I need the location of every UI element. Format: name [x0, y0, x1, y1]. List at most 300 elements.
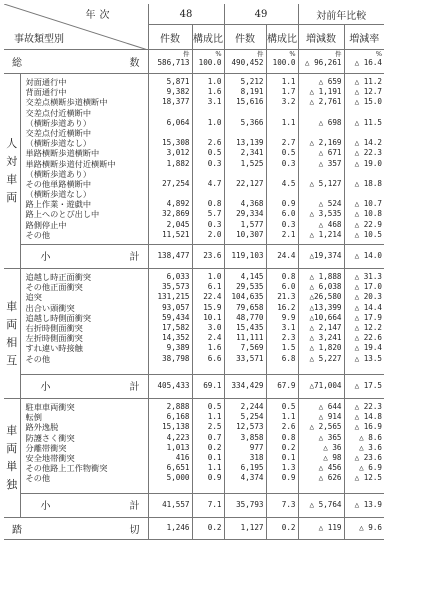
count-49-list — [224, 74, 266, 245]
item-line: 単路横断歩道横断中 — [25, 148, 100, 159]
subtotal-ratio-49: 67.9 — [266, 375, 298, 399]
ratio-48-line: 3.0 — [207, 322, 222, 332]
item-list — [20, 269, 148, 375]
diff-line: △10,664 — [309, 312, 342, 322]
subtotal-count-48: 41,557 — [148, 494, 192, 518]
count-49-line: 79,658 — [236, 302, 264, 312]
total-ratio-48-cell — [192, 50, 224, 74]
ratio-48-line: 0.3 — [207, 158, 222, 168]
item-line: その他路上工作物衝突 — [25, 463, 108, 474]
count-49-line: 977 — [249, 442, 264, 452]
subtotal-count-48: 405,433 — [148, 375, 192, 399]
rate-line: △ 13.5 — [354, 353, 382, 363]
unit-count: 件 — [183, 50, 190, 58]
rate-line: △ 22.3 — [354, 148, 382, 158]
crossing-label: 踏 切 — [4, 518, 148, 540]
total-count-48-cell — [148, 50, 192, 74]
item-line: その他正面衝突 — [25, 282, 83, 293]
item-line: 交差点横断歩道横断中 — [25, 97, 108, 108]
ratio-48-line: 0.1 — [207, 452, 222, 462]
unit-count: 件 — [257, 50, 264, 58]
total-diff: △ 96,261 — [304, 58, 342, 67]
rate-line: △ 8.6 — [359, 432, 382, 442]
ratio-49-line: 6.8 — [281, 353, 296, 363]
ratio-49-line: 1.3 — [281, 463, 296, 473]
subtotal-label: 小 計 — [20, 494, 148, 518]
unit-pct: % — [289, 50, 296, 58]
item-line: 転倒 — [25, 412, 42, 423]
diff-line: △ 914 — [318, 412, 342, 422]
ratio-48-line: 0.8 — [207, 199, 222, 209]
item-line: 交差点付近横断中 — [25, 107, 92, 118]
diff-line: △ 6,038 — [309, 282, 342, 292]
crossing-ratio-49: 0.2 — [266, 518, 298, 540]
diff-line: △13,399 — [309, 302, 342, 312]
rate-line: △ 20.3 — [354, 292, 382, 302]
count-48-line: 59,434 — [162, 312, 190, 322]
subtotal-count-49: 119,103 — [224, 245, 266, 269]
diff-line — [299, 169, 342, 179]
count-49-line: 104,635 — [231, 292, 264, 302]
count-48-list — [148, 269, 192, 375]
ratio-48-line: 0.5 — [207, 402, 222, 411]
item-list — [20, 74, 148, 245]
ratio-48-line: 5.7 — [207, 209, 222, 219]
total-ratio-48: 100.0 — [198, 58, 222, 67]
header-year-label: 年次 — [85, 10, 114, 21]
ratio-49-line: 0.2 — [281, 442, 296, 452]
rate-line: △ 22.9 — [354, 219, 382, 229]
item-line: その他単路横断中 — [25, 178, 92, 189]
crossing-diff: △ 119 — [298, 518, 344, 540]
diff-line: △ 644 — [318, 402, 342, 411]
ratio-48-line: 3.1 — [207, 97, 222, 107]
header-rate: 増減率 — [344, 25, 384, 50]
ratio-48-line: 0.5 — [207, 148, 222, 158]
ratio-49-line — [267, 108, 296, 118]
ratio-49-line: 0.8 — [281, 272, 296, 281]
count-49-line: 5,366 — [240, 117, 264, 127]
count-49-line — [225, 128, 264, 138]
count-48-line: 9,382 — [166, 87, 190, 97]
ratio-48-line: 1.6 — [207, 87, 222, 97]
subtotal-ratio-48: 23.6 — [192, 245, 224, 269]
count-49-line: 12,573 — [236, 422, 264, 432]
count-49-list — [224, 269, 266, 375]
ratio-49-line: 3.1 — [281, 322, 296, 332]
header-year-49: 49 — [224, 4, 298, 25]
diff-line — [299, 128, 342, 138]
ratio-49-line: 0.9 — [281, 199, 296, 209]
diff-line: △ 5,227 — [309, 353, 342, 363]
item-line: （横断歩道なし） — [25, 189, 92, 200]
ratio-49-line: 16.2 — [277, 302, 296, 312]
item-line: 路側停止中 — [25, 219, 67, 230]
diff-line: △ 2,147 — [309, 322, 342, 332]
rate-line: △ 14.2 — [354, 138, 382, 148]
diff-line: △ 671 — [318, 148, 342, 158]
count-49-line: 13,139 — [236, 138, 264, 148]
unit-count: 件 — [335, 50, 342, 58]
diff-line: △ 1,888 — [309, 272, 342, 281]
crossing-rate: △ 9.6 — [344, 518, 384, 540]
count-49-line: 33,571 — [236, 353, 264, 363]
rate-line: △ 17.0 — [354, 282, 382, 292]
ratio-49-line: 4.5 — [281, 178, 296, 188]
count-49-line: 48,770 — [236, 312, 264, 322]
count-49-line: 3,858 — [240, 432, 264, 442]
subtotal-diff: △71,004 — [298, 375, 344, 399]
item-line: 出合い頭衝突 — [25, 302, 75, 313]
count-48-line: 6,168 — [166, 412, 190, 422]
item-line: 分離帯衝突 — [25, 442, 67, 453]
diff-line: △ 3,535 — [309, 209, 342, 219]
diff-line: △ 365 — [318, 432, 342, 442]
diff-list — [298, 74, 344, 245]
rate-line: △ 11.2 — [354, 77, 382, 86]
count-49-line: 1,577 — [240, 219, 264, 229]
total-ratio-49: 100.0 — [272, 58, 296, 67]
rate-line: △ 10.7 — [354, 199, 382, 209]
count-49-line: 2,341 — [240, 148, 264, 158]
count-48-line: 1,013 — [166, 442, 190, 452]
item-line: その他 — [25, 229, 51, 240]
crossing-count-49: 1,127 — [224, 518, 266, 540]
ratio-49-line: 2.3 — [281, 333, 296, 343]
category-vehicle-vehicle: 車 両 相 互 — [4, 269, 20, 399]
header-diff: 増減数 — [298, 25, 344, 50]
count-48-list — [148, 399, 192, 494]
subtotal-rate: △ 13.9 — [344, 494, 384, 518]
count-49-line: 15,616 — [236, 97, 264, 107]
ratio-48-line — [193, 189, 222, 199]
count-49-line: 6,195 — [240, 463, 264, 473]
count-49-line: 15,435 — [236, 322, 264, 332]
subtotal-ratio-48: 69.1 — [192, 375, 224, 399]
ratio-49-line: 0.3 — [281, 219, 296, 229]
item-line: 単路横断歩道付近横断中 — [25, 158, 116, 169]
rate-line: △ 19.0 — [354, 158, 382, 168]
ratio-49-list — [266, 74, 298, 245]
rate-line — [345, 189, 383, 199]
ratio-48-list — [192, 399, 224, 494]
count-48-line: 17,582 — [162, 322, 190, 332]
rate-line: △ 11.5 — [354, 117, 382, 127]
item-line: 右折時側面衝突 — [25, 322, 83, 333]
total-label-right: 数 — [129, 58, 140, 69]
rate-line: △ 10.5 — [354, 229, 382, 239]
item-line: （横断歩道なし） — [25, 138, 92, 149]
item-line: その他 — [25, 473, 51, 484]
ratio-49-line: 1.7 — [281, 87, 296, 97]
subtotal-rate: △ 17.5 — [344, 375, 384, 399]
diff-line — [299, 189, 342, 199]
count-49-line: 8,191 — [240, 87, 264, 97]
ratio-49-line — [267, 128, 296, 138]
count-48-line: 11,521 — [162, 229, 190, 239]
diff-line: △ 1,820 — [309, 343, 342, 353]
count-48-line: 3,012 — [166, 148, 190, 158]
count-48-line: 93,057 — [162, 302, 190, 312]
ratio-48-line: 22.4 — [203, 292, 222, 302]
ratio-48-list — [192, 269, 224, 375]
ratio-49-line: 2.7 — [281, 138, 296, 148]
ratio-48-line: 1.0 — [207, 272, 222, 281]
item-line: 安全地帯衝突 — [25, 452, 75, 463]
unit-pct: % — [375, 50, 382, 58]
ratio-49-line: 0.5 — [281, 402, 296, 411]
subtotal-count-48: 138,477 — [148, 245, 192, 269]
count-49-line: 1,525 — [240, 158, 264, 168]
count-48-line: 5,000 — [166, 473, 190, 483]
ratio-48-line: 2.4 — [207, 333, 222, 343]
ratio-48-line: 10.1 — [203, 312, 222, 322]
diff-list — [298, 269, 344, 375]
ratio-49-list — [266, 269, 298, 375]
count-49-line: 2,244 — [240, 402, 264, 411]
total-count-48: 586,713 — [157, 58, 190, 67]
rate-line: △ 6.9 — [359, 463, 382, 473]
ratio-48-line: 0.3 — [207, 219, 222, 229]
ratio-49-line: 3.2 — [281, 97, 296, 107]
ratio-49-line: 1.1 — [281, 412, 296, 422]
ratio-48-line — [193, 128, 222, 138]
unit-pct: % — [215, 50, 222, 58]
ratio-49-line: 1.1 — [281, 77, 296, 86]
rate-list — [344, 74, 384, 245]
traffic-accident-table — [4, 4, 384, 540]
diff-line: △ 456 — [318, 463, 342, 473]
rate-line: △ 16.9 — [354, 422, 382, 432]
rate-line: △ 10.8 — [354, 209, 382, 219]
diff-line: △ 626 — [318, 473, 342, 483]
rate-line: △ 18.8 — [354, 178, 382, 188]
subtotal-diff: △ 5,764 — [298, 494, 344, 518]
rate-line: △ 12.2 — [354, 322, 382, 332]
count-49-line: 11,111 — [236, 333, 264, 343]
rate-line: △ 22.6 — [354, 333, 382, 343]
rate-line: △ 14.8 — [354, 412, 382, 422]
count-49-line: 29,334 — [236, 209, 264, 219]
item-line: 背面通行中 — [25, 87, 67, 98]
count-48-line: 1,882 — [166, 158, 190, 168]
ratio-49-list — [266, 399, 298, 494]
ratio-49-line: 0.8 — [281, 432, 296, 442]
ratio-49-line — [267, 189, 296, 199]
rate-list — [344, 269, 384, 375]
ratio-48-line: 1.0 — [207, 77, 222, 86]
ratio-49-line: 9.9 — [281, 312, 296, 322]
diff-line: △ 3,241 — [309, 333, 342, 343]
header-corner — [4, 4, 148, 50]
count-49-line: 5,254 — [240, 412, 264, 422]
rate-line: △ 19.4 — [354, 343, 382, 353]
count-48-line: 9,389 — [166, 343, 190, 353]
ratio-49-line: 0.5 — [281, 148, 296, 158]
count-48-line — [149, 128, 190, 138]
total-count-49-cell — [224, 50, 266, 74]
diff-line — [299, 108, 342, 118]
diff-line: △ 1,214 — [309, 229, 342, 239]
rate-line: △ 15.0 — [354, 97, 382, 107]
count-48-line: 38,798 — [162, 353, 190, 363]
rate-line: △ 12.5 — [354, 473, 382, 483]
item-line: 追越し時正面衝突 — [25, 272, 92, 282]
ratio-48-line: 1.1 — [207, 412, 222, 422]
count-48-line: 32,869 — [162, 209, 190, 219]
subtotal-label: 小 計 — [20, 245, 148, 269]
rate-line — [345, 108, 383, 118]
ratio-49-line: 1.5 — [281, 343, 296, 353]
item-line: すれ違い時接触 — [25, 343, 83, 354]
ratio-48-list — [192, 74, 224, 245]
count-49-line: 7,569 — [240, 343, 264, 353]
total-label — [4, 50, 148, 74]
ratio-48-line: 2.0 — [207, 229, 222, 239]
diff-line: △ 2,565 — [309, 422, 342, 432]
total-rate: △ 16.4 — [354, 58, 382, 67]
rate-line: △ 23.6 — [354, 452, 382, 462]
item-list — [20, 399, 148, 494]
item-line: 路上へのとび出し中 — [25, 209, 100, 220]
rate-line: △ 17.9 — [354, 312, 382, 322]
ratio-48-line: 0.9 — [207, 473, 222, 483]
count-48-line — [149, 169, 190, 179]
subtotal-rate: △ 14.0 — [344, 245, 384, 269]
count-48-line: 4,223 — [166, 432, 190, 442]
count-48-line: 4,892 — [166, 199, 190, 209]
ratio-48-line: 6.1 — [207, 282, 222, 292]
ratio-49-line: 0.9 — [281, 473, 296, 483]
ratio-49-line: 0.1 — [281, 452, 296, 462]
diff-line: △ 5,127 — [309, 178, 342, 188]
ratio-48-line: 6.6 — [207, 353, 222, 363]
item-line: 防護さく衝突 — [25, 432, 75, 443]
ratio-49-line: 1.1 — [281, 117, 296, 127]
rate-line: △ 31.3 — [354, 272, 382, 281]
ratio-49-line: 0.3 — [281, 158, 296, 168]
ratio-48-line: 15.9 — [203, 302, 222, 312]
count-48-line: 35,573 — [162, 282, 190, 292]
ratio-48-line: 4.7 — [207, 178, 222, 188]
count-48-line — [149, 108, 190, 118]
header-ratio-48: 構成比 — [192, 25, 224, 50]
subtotal-count-49: 35,793 — [224, 494, 266, 518]
subtotal-label: 小 計 — [20, 375, 148, 399]
count-49-line: 10,307 — [236, 229, 264, 239]
header-category-label: 事故類型別 — [14, 34, 64, 45]
item-line: 路上作業・遊戯中 — [25, 199, 92, 210]
rate-list — [344, 399, 384, 494]
rate-line: △ 14.4 — [354, 302, 382, 312]
header-ratio-49: 構成比 — [266, 25, 298, 50]
diff-line: △ 468 — [318, 219, 342, 229]
ratio-49-line — [267, 169, 296, 179]
header-count-49: 件数 — [224, 25, 266, 50]
header-year-48: 48 — [148, 4, 224, 25]
diff-list — [298, 399, 344, 494]
diff-line: △ 1,191 — [309, 87, 342, 97]
crossing-ratio-48: 0.2 — [192, 518, 224, 540]
count-49-line: 4,368 — [240, 199, 264, 209]
count-49-line: 29,535 — [236, 282, 264, 292]
diff-line: △ 357 — [318, 158, 342, 168]
total-ratio-49-cell — [266, 50, 298, 74]
item-line: 駐車車両衝突 — [25, 402, 75, 412]
ratio-49-line: 2.1 — [281, 229, 296, 239]
count-49-line: 4,145 — [240, 272, 264, 281]
count-48-line: 15,138 — [162, 422, 190, 432]
count-48-line: 27,254 — [162, 178, 190, 188]
count-48-line: 6,651 — [166, 463, 190, 473]
category-pedestrian-vehicle: 人 対 車 両 — [4, 74, 20, 269]
ratio-48-line: 2.5 — [207, 422, 222, 432]
diff-line: △ 36 — [323, 442, 342, 452]
subtotal-count-49: 334,429 — [224, 375, 266, 399]
ratio-48-line: 0.7 — [207, 432, 222, 442]
count-49-line: 22,127 — [236, 178, 264, 188]
header-comparison: 対前年比較 — [298, 4, 384, 25]
rate-line: △ 22.3 — [354, 402, 382, 411]
diff-line: △ 659 — [318, 77, 342, 86]
count-48-line: 14,352 — [162, 333, 190, 343]
diff-line: △ 698 — [318, 117, 342, 127]
subtotal-diff: △19,374 — [298, 245, 344, 269]
subtotal-ratio-49: 7.3 — [266, 494, 298, 518]
diff-line: △ 524 — [318, 199, 342, 209]
count-49-list — [224, 399, 266, 494]
item-line: その他 — [25, 353, 51, 364]
count-49-line — [225, 189, 264, 199]
diff-line: △ 2,169 — [309, 138, 342, 148]
category-single-vehicle: 車 両 単 独 — [4, 399, 20, 518]
ratio-49-line: 6.0 — [281, 282, 296, 292]
count-48-line: 6,033 — [166, 272, 190, 281]
ratio-49-line: 21.3 — [277, 292, 296, 302]
item-line: 対面通行中 — [25, 77, 67, 87]
header-count-48: 件数 — [148, 25, 192, 50]
item-line: 路外逸脱 — [25, 422, 59, 433]
ratio-49-line: 6.0 — [281, 209, 296, 219]
count-48-list — [148, 74, 192, 245]
diff-line: △ 2,761 — [309, 97, 342, 107]
ratio-48-line: 2.6 — [207, 138, 222, 148]
count-48-line — [149, 189, 190, 199]
subtotal-ratio-48: 7.1 — [192, 494, 224, 518]
total-label-left: 総 — [12, 58, 22, 69]
count-48-line: 2,045 — [166, 219, 190, 229]
count-48-line: 18,377 — [162, 97, 190, 107]
rate-line: △ 12.7 — [354, 87, 382, 97]
ratio-49-line: 2.6 — [281, 422, 296, 432]
count-49-line: 4,374 — [240, 473, 264, 483]
total-count-49: 490,452 — [231, 58, 264, 67]
ratio-48-line: 1.6 — [207, 343, 222, 353]
item-line: 左折時側面衝突 — [25, 333, 83, 344]
ratio-48-line — [193, 108, 222, 118]
count-48-line: 2,888 — [166, 402, 190, 411]
count-49-line: 318 — [249, 452, 264, 462]
ratio-48-line: 1.1 — [207, 463, 222, 473]
count-49-line: 5,212 — [240, 77, 264, 86]
count-48-line: 6,064 — [166, 117, 190, 127]
crossing-count-48: 1,246 — [148, 518, 192, 540]
ratio-48-line: 1.0 — [207, 117, 222, 127]
count-49-line — [225, 108, 264, 118]
item-line: （横断歩道あり） — [25, 168, 92, 179]
diff-line: △26,580 — [309, 292, 342, 302]
item-line: 交差点付近横断中 — [25, 127, 92, 138]
